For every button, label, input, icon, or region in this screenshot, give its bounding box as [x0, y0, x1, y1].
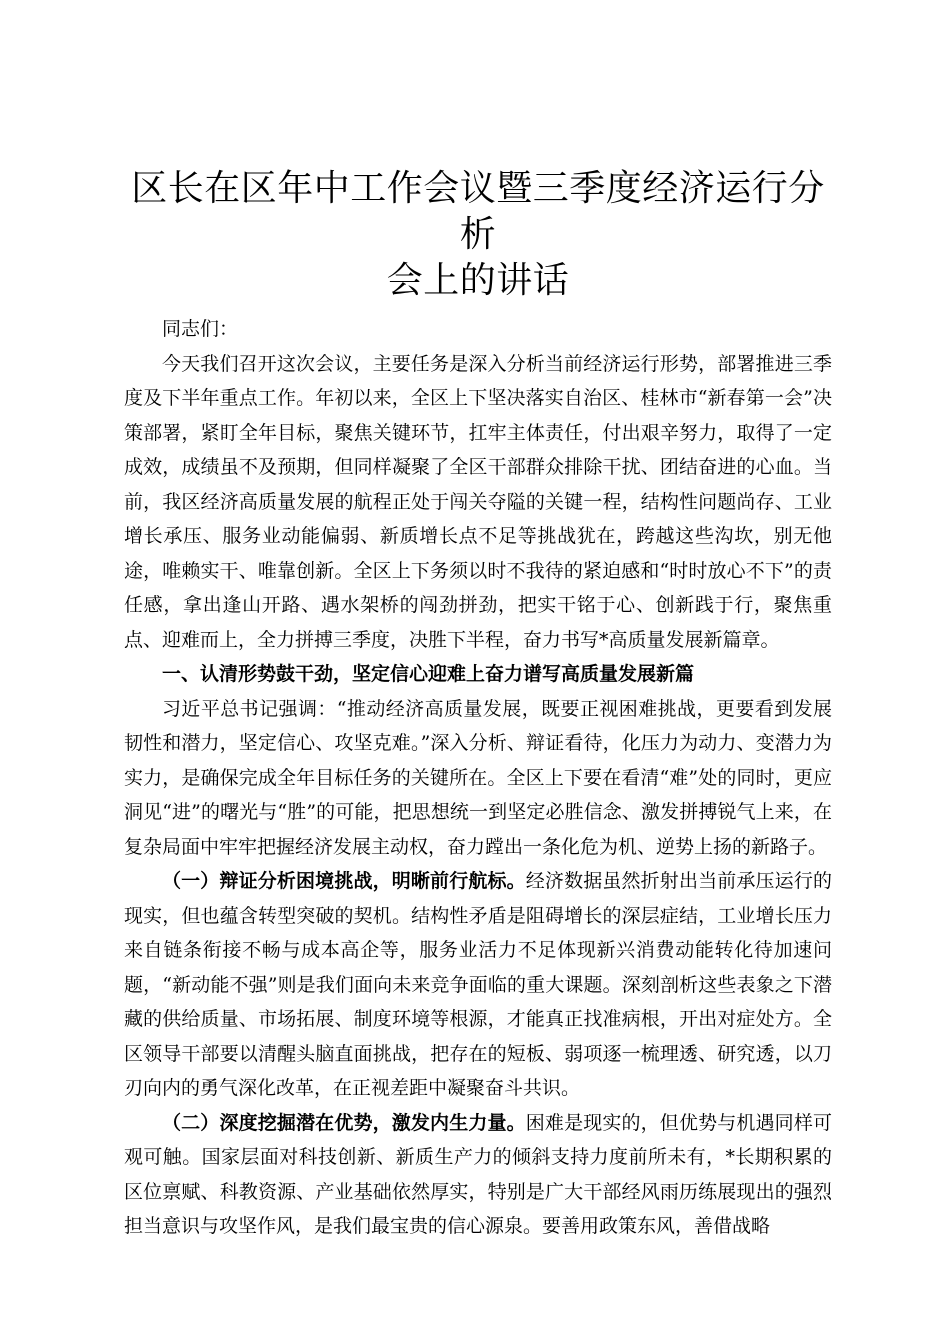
subsection-1-body: 经济数据虽然折射出当前承压运行的现实，但也蕴含转型突破的契机。结构性矛盾是阻碍增长的深层症结，工业增长压力来自链条衔接不畅与成本高企等，服务业活力不足体现新兴消费动能转化待加速问题，“新动能不强”则是我们面向未来竞争面临的重大课题。深刻剖析这些表象之下潜藏的供给质量、市场拓展、制度环境等根源，才能真正找准病根，开出对症处方。全区领导干部要以清醒头脑直面挑战，把存在的短板、弱项逐一梳理透、研究透，以刀刃向内的勇气深化改革，在正视差距中凝聚奋斗共识。 — [124, 870, 832, 1099]
document-page — [124, 166, 832, 1244]
subsection-2-paragraph — [124, 1106, 832, 1244]
intro-paragraph: 今天我们召开这次会议，主要任务是深入分析当前经济运行形势，部署推进三季度及下半年重点工作。年初以来，全区上下坚决落实自治区、桂林市“新春第一会”决策部署，紧盯全年目标，聚焦关键环节，扛牢主体责任，付出艰辛努力，取得了一定成效，成绩虽不及预期，但同样凝聚了全区干部群众排除干扰、团结奋进的心血。当前，我区经济高质量发展的航程正处于闯关夺隘的关键一程，结构性问题尚存、工业增长承压、服务业动能偏弱、新质增长点不足等挑战犹在，跨越这些沟坎，别无他途，唯赖实干、唯靠创新。全区上下务须以时不我待的紧迫感和“时时放心不下”的责任感，拿出逢山开路、遇水架桥的闯劲拼劲，把实干铭于心、创新践于行，聚焦重点、迎难而上，全力拼搏三季度，决胜下半程，奋力书写*高质量发展新篇章。 — [124, 352, 832, 651]
section-1-paragraph: 习近平总书记强调：“推动经济高质量发展，既要正视困难挑战，更要看到发展韧性和潜力，坚定信心、攻坚克难。”深入分析、辩证看待，化压力为动力、变潜力为实力，是确保完成全年目标任务的关键所在。全区上下要在看清“难”处的同时，更应洞见“进”的曙光与“胜”的可能，把思想统一到坚定必胜信念、激发拼搏锐气上来，在复杂局面中牢牢把握经济发展主动权，奋力蹚出一条化危为机、逆势上扬的新路子。 — [124, 697, 832, 858]
subsection-2-lead: （二）深度挖掘潜在优势，激发内生力量。 — [162, 1111, 526, 1134]
document-title — [124, 166, 832, 304]
section-1-heading: 一、认清形势鼓干劲，坚定信心迎难上奋力谱写高质量发展新篇 — [162, 663, 695, 685]
salutation: 同志们： — [162, 318, 239, 340]
subsection-2-body: 困难是现实的，但优势与机遇同样可观可触。国家层面对科技创新、新质生产力的倾斜支持力度前所未有，*长期积累的区位禀赋、科教资源、产业基础依然厚实，特别是广大干部经风雨历练展现出的强烈担当意识与攻坚作风，是我们最宝贵的信心源泉。要善用政策东风，善借战略 — [124, 1111, 832, 1237]
title-line-2: 会上的讲话 — [386, 260, 570, 301]
subsection-1-paragraph — [124, 864, 832, 1106]
title-line-1: 区长在区年中工作会议暨三季度经济运行分析 — [131, 168, 825, 255]
subsection-1-lead: （一）辩证分析困境挑战，明晰前行航标。 — [162, 870, 526, 892]
